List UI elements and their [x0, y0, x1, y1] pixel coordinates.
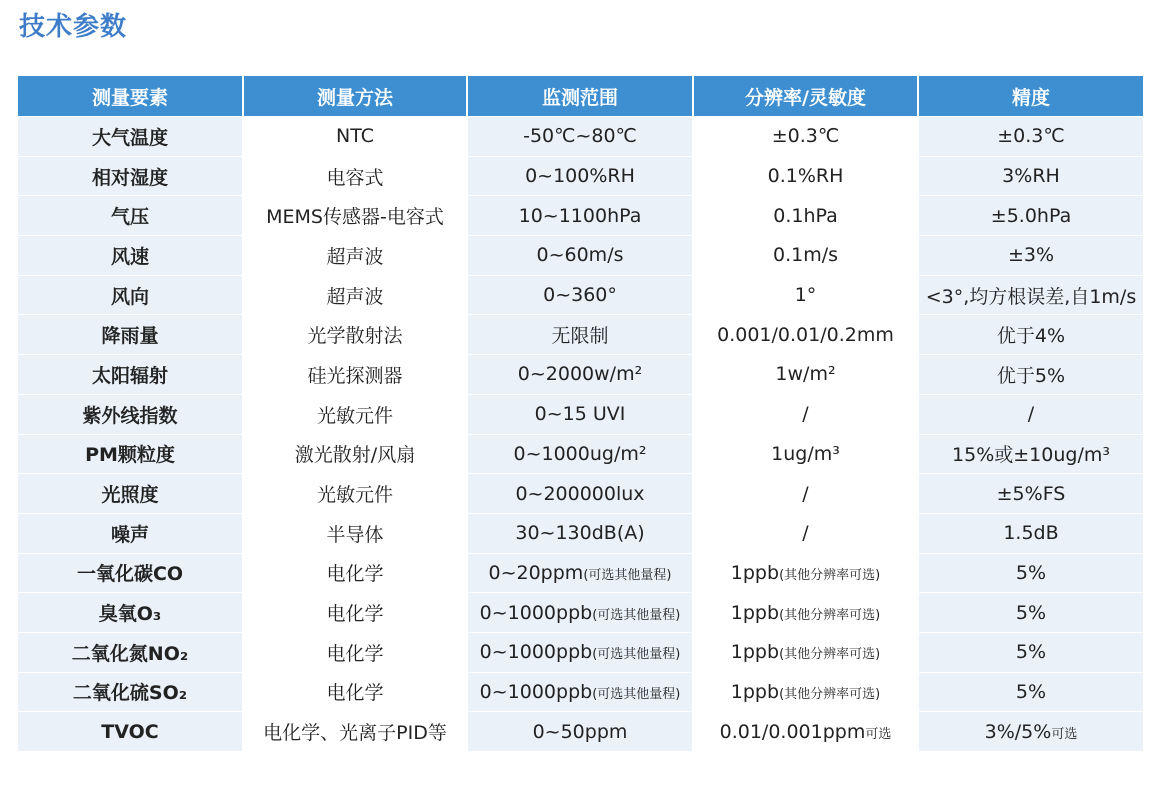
cell-accuracy	[918, 712, 1143, 752]
spec-table	[18, 76, 1143, 752]
cell-element	[18, 474, 243, 514]
cell-method-value: 电容式	[326, 166, 384, 189]
cell-accuracy-value: ±0.3℃	[997, 125, 1065, 148]
cell-accuracy	[918, 553, 1143, 593]
table-row	[18, 196, 1143, 236]
cell-resolution	[693, 117, 918, 157]
cell-resolution-value: 1ppb	[730, 680, 780, 703]
cell-element	[18, 632, 243, 672]
cell-range	[467, 474, 693, 514]
header-element: 测量要素	[18, 76, 243, 117]
cell-method	[243, 632, 467, 672]
cell-range	[467, 196, 693, 236]
cell-method	[243, 513, 467, 553]
cell-range	[467, 712, 693, 752]
cell-resolution-value: 1ppb	[730, 641, 780, 664]
cell-range-value: 0~15 UVI	[534, 403, 626, 426]
cell-accuracy-value: 5%	[1015, 641, 1047, 664]
cell-range-value: 10~1100hPa	[518, 204, 642, 227]
cell-element	[18, 315, 243, 355]
cell-resolution	[693, 315, 918, 355]
cell-resolution-note: (其他分辨率可选)	[779, 686, 881, 702]
cell-accuracy	[918, 315, 1143, 355]
cell-element-value: 相对湿度	[91, 166, 168, 189]
table-row	[18, 315, 1143, 355]
cell-method-value: 电化学	[326, 603, 384, 626]
cell-resolution-value: /	[802, 403, 809, 426]
cell-accuracy	[918, 355, 1143, 395]
cell-element	[18, 553, 243, 593]
table-row	[18, 712, 1143, 752]
cell-resolution	[693, 196, 918, 236]
header-resolution: 分辨率/灵敏度	[693, 76, 918, 117]
cell-element	[18, 593, 243, 633]
cell-accuracy	[918, 513, 1143, 553]
cell-resolution	[693, 712, 918, 752]
cell-resolution-value: 1°	[794, 284, 817, 307]
table-header-row	[18, 76, 1143, 117]
cell-accuracy	[918, 275, 1143, 315]
cell-method	[243, 672, 467, 712]
cell-resolution	[693, 394, 918, 434]
cell-method-value: 光敏元件	[316, 404, 393, 427]
table-row	[18, 593, 1143, 633]
cell-accuracy-note: 可选	[1051, 726, 1078, 742]
cell-range-value: 0~1000ppb	[479, 680, 593, 703]
cell-method	[243, 117, 467, 157]
cell-resolution-note: (其他分辨率可选)	[779, 647, 881, 663]
cell-element	[18, 156, 243, 196]
cell-element-value: PM颗粒度	[85, 444, 175, 467]
header-accuracy: 精度	[918, 76, 1143, 117]
cell-range-value: 无限制	[551, 325, 609, 348]
table-row	[18, 355, 1143, 395]
cell-method	[243, 593, 467, 633]
cell-resolution-value: 0.01/0.001ppm	[719, 720, 866, 743]
cell-accuracy	[918, 672, 1143, 712]
cell-accuracy	[918, 434, 1143, 474]
cell-accuracy-value: <3°,均方根误差,自1m/s	[925, 285, 1137, 308]
cell-method-value: MEMS传感器-电容式	[266, 206, 444, 229]
cell-element-value: 光照度	[101, 484, 159, 507]
cell-range-value: 0~50ppm	[532, 720, 628, 743]
cell-range	[467, 672, 693, 712]
cell-method	[243, 553, 467, 593]
cell-method-value: 电化学	[326, 682, 384, 705]
cell-resolution-note: 可选	[865, 726, 892, 742]
cell-accuracy-value: 5%	[1015, 601, 1047, 624]
table-row	[18, 275, 1143, 315]
cell-resolution-value: 1ppb	[730, 601, 780, 624]
cell-method-value: NTC	[336, 125, 374, 148]
cell-resolution	[693, 632, 918, 672]
cell-accuracy	[918, 156, 1143, 196]
cell-range	[467, 513, 693, 553]
page-title: 技术参数	[19, 12, 128, 42]
table-row	[18, 632, 1143, 672]
cell-range-value: 0~360°	[543, 284, 617, 307]
cell-range	[467, 156, 693, 196]
cell-element-value: 风速	[110, 245, 149, 268]
cell-accuracy-value: 优于5%	[996, 364, 1066, 387]
cell-range	[467, 355, 693, 395]
cell-method-value: 光学散射法	[307, 325, 403, 348]
cell-method-value: 电化学、光离子PID等	[263, 722, 447, 745]
cell-method	[243, 275, 467, 315]
cell-accuracy-value: 5%	[1015, 561, 1047, 584]
cell-range	[467, 434, 693, 474]
cell-accuracy-value: 3%RH	[1002, 165, 1060, 188]
cell-resolution-value: /	[802, 482, 809, 505]
cell-accuracy-value: 15%或±10ug/m³	[952, 444, 1110, 467]
cell-method	[243, 355, 467, 395]
table-row	[18, 513, 1143, 553]
cell-resolution	[693, 275, 918, 315]
cell-method-value: 超声波	[326, 245, 384, 268]
cell-resolution-value: 0.1%RH	[767, 165, 844, 188]
cell-element-value: 二氧化硫SO₂	[72, 682, 188, 705]
cell-range	[467, 553, 693, 593]
cell-method	[243, 156, 467, 196]
cell-range	[467, 275, 693, 315]
table-row	[18, 672, 1143, 712]
cell-accuracy-value: 3%/5%	[984, 720, 1052, 743]
cell-range-value: 0~100%RH	[525, 165, 635, 188]
cell-element	[18, 434, 243, 474]
cell-element	[18, 712, 243, 752]
cell-method-value: 激光散射/风扇	[294, 444, 416, 467]
cell-range	[467, 236, 693, 276]
cell-element-value: 降雨量	[101, 325, 159, 348]
cell-element	[18, 196, 243, 236]
cell-resolution	[693, 355, 918, 395]
cell-resolution-note: (其他分辨率可选)	[779, 607, 881, 623]
cell-range-note: (可选其他量程)	[592, 607, 681, 623]
cell-accuracy	[918, 394, 1143, 434]
header-range: 监测范围	[467, 76, 693, 117]
cell-resolution-value: /	[802, 522, 809, 545]
cell-range	[467, 117, 693, 157]
table-row	[18, 156, 1143, 196]
cell-method	[243, 712, 467, 752]
cell-resolution	[693, 236, 918, 276]
cell-element-value: 太阳辐射	[91, 364, 168, 387]
cell-accuracy-value: ±3%	[1007, 244, 1055, 267]
cell-range	[467, 632, 693, 672]
cell-range-note: (可选其他量程)	[592, 647, 681, 663]
cell-element	[18, 236, 243, 276]
cell-range-value: 30~130dB(A)	[515, 522, 645, 545]
cell-range-value: 0~200000lux	[515, 482, 645, 505]
table-row	[18, 117, 1143, 157]
cell-element	[18, 672, 243, 712]
cell-range-value: 0~1000ppb	[479, 601, 593, 624]
cell-range-value: 0~20ppm	[488, 561, 584, 584]
table-body	[18, 117, 1143, 752]
cell-resolution-value: 0.1hPa	[773, 204, 838, 227]
cell-method-value: 光敏元件	[316, 484, 393, 507]
cell-range-value: 0~1000ppb	[479, 641, 593, 664]
cell-resolution	[693, 434, 918, 474]
cell-accuracy	[918, 196, 1143, 236]
cell-accuracy	[918, 236, 1143, 276]
cell-resolution	[693, 672, 918, 712]
table-row	[18, 394, 1143, 434]
cell-element	[18, 117, 243, 157]
cell-accuracy-value: 5%	[1015, 680, 1047, 703]
cell-accuracy-value: 1.5dB	[1003, 522, 1059, 545]
cell-method	[243, 315, 467, 355]
cell-range-value: 0~1000ug/m²	[513, 442, 647, 465]
cell-accuracy	[918, 632, 1143, 672]
header-method: 测量方法	[243, 76, 467, 117]
cell-method-value: 电化学	[326, 642, 384, 665]
cell-method	[243, 434, 467, 474]
cell-accuracy	[918, 117, 1143, 157]
cell-resolution-note: (其他分辨率可选)	[779, 567, 881, 583]
cell-method	[243, 474, 467, 514]
cell-accuracy	[918, 593, 1143, 633]
cell-resolution-value: ±0.3℃	[771, 125, 840, 148]
cell-range	[467, 394, 693, 434]
cell-element-value: TVOC	[101, 720, 159, 743]
cell-element-value: 一氧化碳CO	[76, 563, 184, 586]
cell-element-value: 二氧化氮NO₂	[71, 642, 189, 665]
cell-accuracy-value: ±5.0hPa	[990, 204, 1072, 227]
table-row	[18, 474, 1143, 514]
cell-range-value: 0~60m/s	[536, 244, 624, 267]
cell-accuracy-value: 优于4%	[996, 325, 1066, 348]
cell-element-value: 紫外线指数	[82, 404, 178, 427]
cell-method-value: 电化学	[326, 563, 384, 586]
cell-element-value: 风向	[110, 285, 149, 308]
cell-accuracy-value: /	[1027, 403, 1035, 426]
cell-range-note: (可选其他量程)	[592, 686, 681, 702]
cell-resolution-value: 0.1m/s	[772, 244, 839, 267]
cell-element-value: 大气温度	[91, 126, 168, 149]
cell-resolution	[693, 156, 918, 196]
cell-range-note: (可选其他量程)	[583, 567, 672, 583]
table-row	[18, 434, 1143, 474]
cell-element	[18, 275, 243, 315]
cell-range-value: -50℃~80℃	[523, 125, 637, 148]
cell-element-value: 臭氧O₃	[98, 603, 162, 626]
cell-element-value: 气压	[110, 206, 149, 229]
cell-method-value: 超声波	[326, 285, 384, 308]
cell-range	[467, 593, 693, 633]
cell-method	[243, 196, 467, 236]
cell-method	[243, 394, 467, 434]
cell-element-value: 噪声	[110, 523, 149, 546]
cell-accuracy	[918, 474, 1143, 514]
cell-resolution-value: 1ug/m³	[771, 442, 840, 465]
cell-element	[18, 394, 243, 434]
table-row	[18, 236, 1143, 276]
cell-method-value: 硅光探测器	[307, 364, 403, 387]
cell-range	[467, 315, 693, 355]
table-row	[18, 553, 1143, 593]
cell-resolution	[693, 593, 918, 633]
cell-resolution-value: 1ppb	[730, 561, 780, 584]
cell-accuracy-value: ±5%FS	[996, 482, 1066, 505]
cell-element	[18, 355, 243, 395]
cell-range-value: 0~2000w/m²	[517, 363, 643, 386]
cell-method-value: 半导体	[326, 523, 384, 546]
cell-resolution-value: 0.001/0.01/0.2mm	[717, 323, 894, 346]
cell-resolution-value: 1w/m²	[775, 363, 836, 386]
cell-resolution	[693, 553, 918, 593]
cell-resolution	[693, 513, 918, 553]
cell-element	[18, 513, 243, 553]
cell-method	[243, 236, 467, 276]
cell-resolution	[693, 474, 918, 514]
